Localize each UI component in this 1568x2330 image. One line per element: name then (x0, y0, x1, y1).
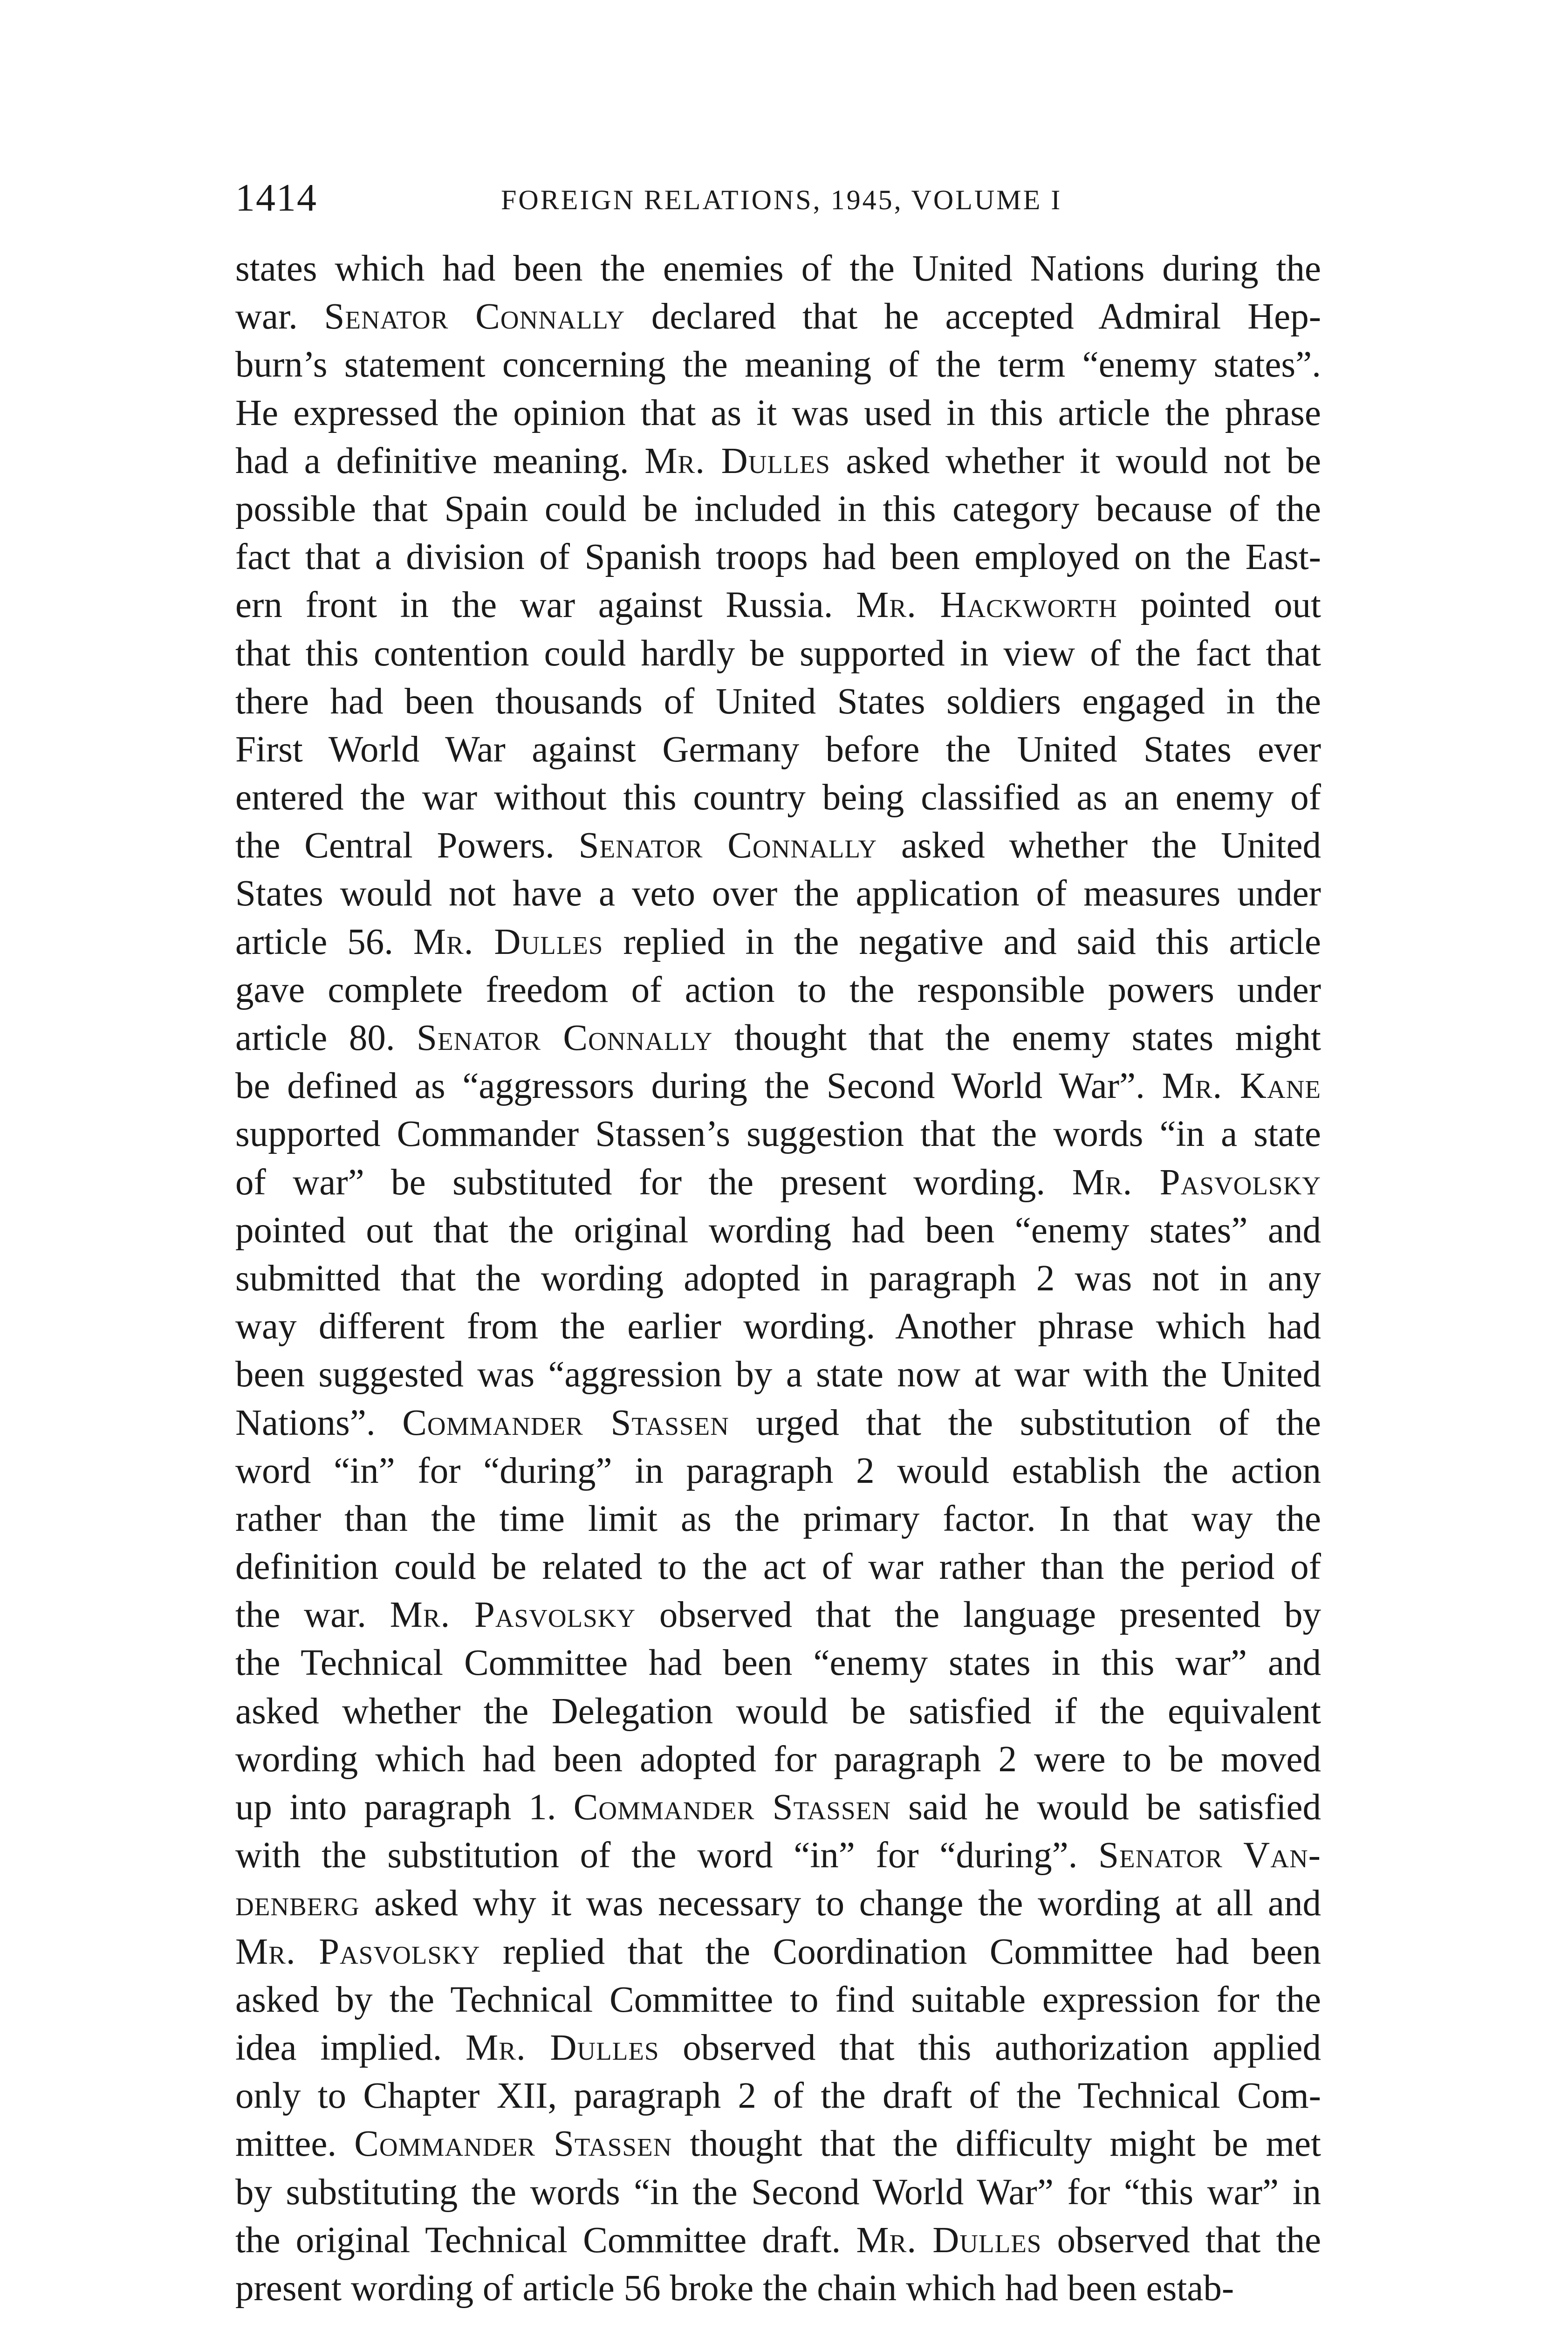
text-line (235, 1976, 1321, 2024)
text-line (235, 678, 1321, 726)
text-line (235, 389, 1321, 437)
text-line (235, 1735, 1321, 1783)
text-run: pointed out (1117, 585, 1321, 626)
text-run: been suggested was “aggression by a state now at war with the United (235, 1354, 1321, 1395)
text-run: be defined as “aggressors during the Second World War”. (235, 1066, 1162, 1107)
speaker-name: Commander Stassen (402, 1402, 729, 1443)
text-line (235, 822, 1321, 870)
speaker-name: Mr. Dulles (413, 921, 603, 962)
speaker-name: Mr. Pasvolsky (1072, 1162, 1321, 1203)
text-line (235, 918, 1321, 966)
text-line (235, 1254, 1321, 1302)
text-line (235, 1879, 1321, 1927)
text-run: thought that the enemy states might (712, 1018, 1321, 1058)
text-line (235, 1495, 1321, 1543)
speaker-name: Mr. Dulles (644, 440, 830, 481)
text-run: possible that Spain could be included in this category because of the (235, 488, 1321, 529)
text-line (235, 1206, 1321, 1254)
text-line (235, 1014, 1321, 1062)
speaker-name: Commander Stassen (573, 1787, 891, 1828)
text-run: asked whether the Delegation would be satisfied if the equivalent (235, 1691, 1321, 1732)
text-run: that this contention could hardly be supported in view of the fact that (235, 633, 1321, 674)
text-run: observed that the language presented by (636, 1595, 1321, 1636)
text-line (235, 1447, 1321, 1495)
speaker-name: Mr. Pasvolsky (235, 1931, 480, 1972)
text-run: by substituting the words “in the Second World War” for “this war” in (235, 2172, 1321, 2213)
text-run: rather than the time limit as the primary factor. In that way the (235, 1498, 1321, 1539)
text-line (235, 1831, 1321, 1879)
text-line (235, 437, 1321, 485)
text-run: the Central Powers. (235, 825, 579, 866)
text-run: burn’s statement concerning the meaning of the term “enemy states”. (235, 344, 1321, 385)
page-number: 1414 (235, 176, 317, 219)
text-line (235, 1639, 1321, 1687)
text-run: said he would be satisfied (890, 1787, 1321, 1828)
text-run: with the substitution of the word “in” for “during”. (235, 1835, 1099, 1876)
text-run: entered the war without this country being classified as an enemy of (235, 777, 1321, 818)
text-run: the war. (235, 1595, 390, 1636)
text-line (235, 1543, 1321, 1591)
text-run: war. (235, 296, 324, 337)
text-run: asked whether it would not be (830, 440, 1321, 481)
text-run: the Technical Committee had been “enemy states in this war” and (235, 1643, 1321, 1684)
speaker-name: Commander Stassen (354, 2124, 672, 2165)
text-run: Nations”. (235, 1402, 403, 1443)
text-line (235, 581, 1321, 629)
text-run: urged that the substitution of the (729, 1402, 1321, 1443)
text-run: States would not have a veto over the application of measures under (235, 873, 1321, 914)
speaker-name: Senator Van- (1098, 1835, 1321, 1876)
text-run: article 56. (235, 921, 413, 962)
text-run: up into paragraph 1. (235, 1787, 574, 1828)
text-run: way different from the earlier wording. Another phrase which had (235, 1306, 1321, 1347)
text-run: fact that a division of Spanish troops had been employed on the East- (235, 537, 1321, 578)
speaker-name: Mr. Hackworth (856, 585, 1117, 626)
text-line (235, 1928, 1321, 1976)
speaker-name: Mr. Pasvolsky (390, 1595, 636, 1636)
text-run: mittee. (235, 2124, 355, 2165)
text-line (235, 966, 1321, 1014)
text-line (235, 1158, 1321, 1206)
text-line (235, 1399, 1321, 1447)
text-line (235, 1062, 1321, 1110)
text-run: idea implied. (235, 2027, 466, 2068)
speaker-name: Mr. Kane (1162, 1066, 1321, 1107)
text-run: word “in” for “during” in paragraph 2 would establish the action (235, 1450, 1321, 1491)
text-run: First World War against Germany before the United States ever (235, 729, 1321, 770)
text-run: article 80. (235, 1018, 417, 1058)
text-line (235, 774, 1321, 822)
text-line (235, 870, 1321, 918)
text-line (235, 2216, 1321, 2264)
text-run: asked whether the United (877, 825, 1321, 866)
text-line (235, 2168, 1321, 2216)
text-run: definition could be related to the act of war rather than the period of (235, 1547, 1321, 1588)
text-run: states which had been the enemies of the United Nations during the (235, 248, 1321, 289)
speaker-name: Senator Connally (417, 1018, 713, 1058)
body-paragraph (235, 245, 1321, 2312)
text-line (235, 1110, 1321, 1158)
text-run: wording which had been adopted for paragraph 2 were to be moved (235, 1739, 1321, 1780)
text-run: asked by the Technical Committee to find suitable expression for the (235, 1979, 1321, 2020)
text-line (235, 2072, 1321, 2120)
text-run: observed that this authorization applied (659, 2027, 1321, 2068)
text-run: thought that the difficulty might be met (672, 2124, 1321, 2165)
running-head (235, 170, 1321, 226)
text-line (235, 245, 1321, 293)
text-line (235, 341, 1321, 389)
text-run: pointed out that the original wording had been “enemy states” and (235, 1210, 1321, 1251)
text-line (235, 2024, 1321, 2072)
text-run: submitted that the wording adopted in paragraph 2 was not in any (235, 1258, 1321, 1299)
text-run: there had been thousands of United States soldiers engaged in the (235, 681, 1321, 722)
text-run: of war” be substituted for the present wording. (235, 1162, 1072, 1203)
text-line (235, 533, 1321, 581)
text-run: gave complete freedom of action to the responsible powers under (235, 969, 1321, 1010)
text-line (235, 1350, 1321, 1398)
text-run: ern front in the war against Russia. (235, 585, 856, 626)
text-run: observed that the (1041, 2220, 1321, 2261)
speaker-name: denberg (235, 1883, 360, 1924)
text-run: had a definitive meaning. (235, 440, 645, 481)
text-run: asked why it was necessary to change the wording at all and (359, 1883, 1321, 1924)
text-run: He expressed the opinion that as it was used in this article the phrase (235, 392, 1321, 433)
text-line (235, 1591, 1321, 1639)
text-run: present wording of article 56 broke the chain which had been estab- (235, 2268, 1234, 2309)
running-title: FOREIGN RELATIONS, 1945, VOLUME I (501, 185, 1062, 215)
text-run: declared that he accepted Admiral Hep- (625, 296, 1321, 337)
text-line (235, 2264, 1321, 2312)
text-line (235, 726, 1321, 774)
speaker-name: Mr. Dulles (466, 2027, 659, 2068)
speaker-name: Senator Connally (324, 296, 625, 337)
text-run: replied that the Coordination Committee had been (480, 1931, 1321, 1972)
text-line (235, 1687, 1321, 1735)
text-run: the original Technical Committee draft. (235, 2220, 856, 2261)
speaker-name: Mr. Dulles (856, 2220, 1042, 2261)
text-line (235, 630, 1321, 678)
text-line (235, 1302, 1321, 1350)
speaker-name: Senator Connally (578, 825, 877, 866)
text-line (235, 485, 1321, 533)
text-line (235, 1783, 1321, 1831)
text-line (235, 293, 1321, 341)
text-run: replied in the negative and said this article (603, 921, 1321, 962)
text-line (235, 2120, 1321, 2168)
text-run: only to Chapter XII, paragraph 2 of the draft of the Technical Com- (235, 2076, 1321, 2117)
text-run: supported Commander Stassen’s suggestion that the words “in a state (235, 1114, 1321, 1155)
